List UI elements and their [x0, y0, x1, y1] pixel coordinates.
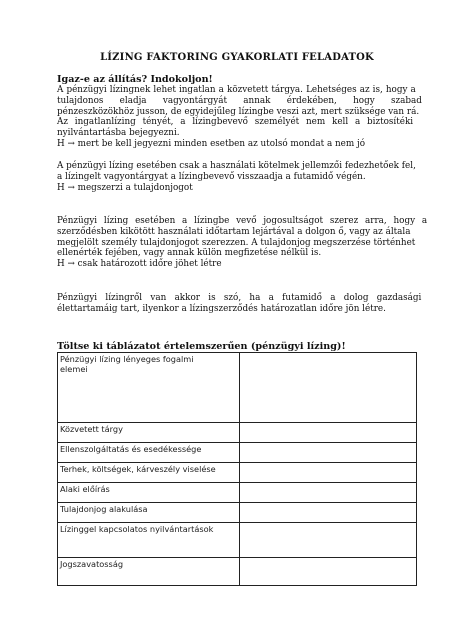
- table-row: [58, 558, 417, 586]
- table-label-cell: [58, 558, 240, 586]
- table-row: [58, 443, 417, 463]
- table-label-cell: [58, 523, 240, 558]
- table-answer-cell[interactable]: [240, 483, 417, 503]
- table-answer-cell[interactable]: [240, 463, 417, 483]
- table-answer-cell[interactable]: [240, 503, 417, 523]
- table-answer-cell[interactable]: [240, 558, 417, 586]
- answer-2: H → megszerzi a tulajdonjogot: [57, 182, 193, 193]
- table-answer-cell[interactable]: [240, 523, 417, 558]
- statement-line: Az ingatlanlízing tényét, a lízingbevevő személyét nem kell a biztosítéki: [57, 117, 414, 128]
- table-label-line: Terhek, költségek, kárveszély viselése: [60, 464, 216, 474]
- table-row: [58, 503, 417, 523]
- table-label-line: Alaki előírás: [60, 484, 110, 494]
- statement-line: szerződésben kikötött használati időtartam lejártával a dolgon ő, vagy az általa: [57, 226, 411, 237]
- statement-line: pénzeszközökhöz jusson, de egyidejűleg lízingbe veszi azt, mert szüksége van rá.: [57, 106, 420, 117]
- table-label-cell: [58, 443, 240, 463]
- leasing-table: [57, 352, 417, 586]
- statement-line: ellenérték fejében, vagy annak külön megfizetése nélkül is.: [57, 248, 322, 259]
- table-row: [58, 353, 417, 423]
- statement-line: élettartamáig tart, ilyenkor a lízingszerződés határozatlan időre jön létre.: [57, 303, 386, 314]
- table-label-cell: [58, 483, 240, 503]
- table-row: [58, 423, 417, 443]
- statement-line: a lízingelt vagyontárgyat a lízingbevevő visszaadja a futamidő végén.: [57, 171, 366, 182]
- answer-3: H → csak határozott időre jöhet létre: [57, 259, 222, 270]
- statement-2: [57, 161, 415, 193]
- section-heading-true-false: Igaz-e az állítás? Indokoljon!: [57, 74, 213, 85]
- statement-1: [57, 85, 422, 150]
- statement-4: [57, 293, 422, 315]
- statement-line: nyilvántartásba bejegyezni.: [57, 128, 180, 139]
- statement-3: [57, 216, 428, 270]
- document-title: LÍZING FAKTORING GYAKORLATI FELADATOK: [100, 52, 374, 63]
- table-answer-cell[interactable]: [240, 423, 417, 443]
- table-row: [58, 463, 417, 483]
- table-label-line: Tulajdonjog alakulása: [60, 504, 148, 514]
- table-label-line: elemei: [60, 364, 88, 374]
- statement-line: megjelölt személy tulajdonjogot szerezzen. A tulajdonjog megszerzése történhet: [57, 237, 416, 248]
- table-answer-cell[interactable]: [240, 353, 417, 423]
- table-answer-cell[interactable]: [240, 443, 417, 463]
- table-label-cell: [58, 423, 240, 443]
- table-label-line: Pénzügyi lízing lényeges fogalmi: [60, 354, 194, 364]
- table-row: [58, 523, 417, 558]
- answer-1: H → mert be kell jegyezni minden esetben az utolsó mondat a nem jó: [57, 138, 366, 149]
- table-label-line: Lízinggel kapcsolatos nyilvántartások: [60, 524, 214, 534]
- table-label-line: Ellenszolgáltatás és esedékessége: [60, 444, 202, 454]
- table-label-cell: [58, 353, 240, 423]
- statement-line: tulajdonos eladja vagyontárgyát annak érdekében, hogy szabad: [57, 95, 422, 106]
- table-label-cell: [58, 463, 240, 483]
- table-label-line: Jogszavatosság: [60, 559, 124, 569]
- statement-line: A pénzügyi lízingnek lehet ingatlan a közvetett tárgya. Lehetséges az is, hogy a: [57, 85, 416, 95]
- section-heading-table: Töltse ki táblázatot értelemszerűen (pénzügyi lízing)!: [57, 341, 346, 352]
- table-label-line: Közvetett tárgy: [60, 424, 123, 434]
- statement-line: Pénzügyi lízingről van akkor is szó, ha a futamidő a dolog gazdasági: [57, 293, 422, 303]
- table-row: [58, 483, 417, 503]
- statement-line: A pénzügyi lízing esetében csak a használati kötelmek jellemzői fedezhetőek fel,: [57, 161, 416, 171]
- table-label-cell: [58, 503, 240, 523]
- statement-line: Pénzügyi lízing esetében a lízingbe vevő jogosultságot szerez arra, hogy a: [57, 216, 428, 226]
